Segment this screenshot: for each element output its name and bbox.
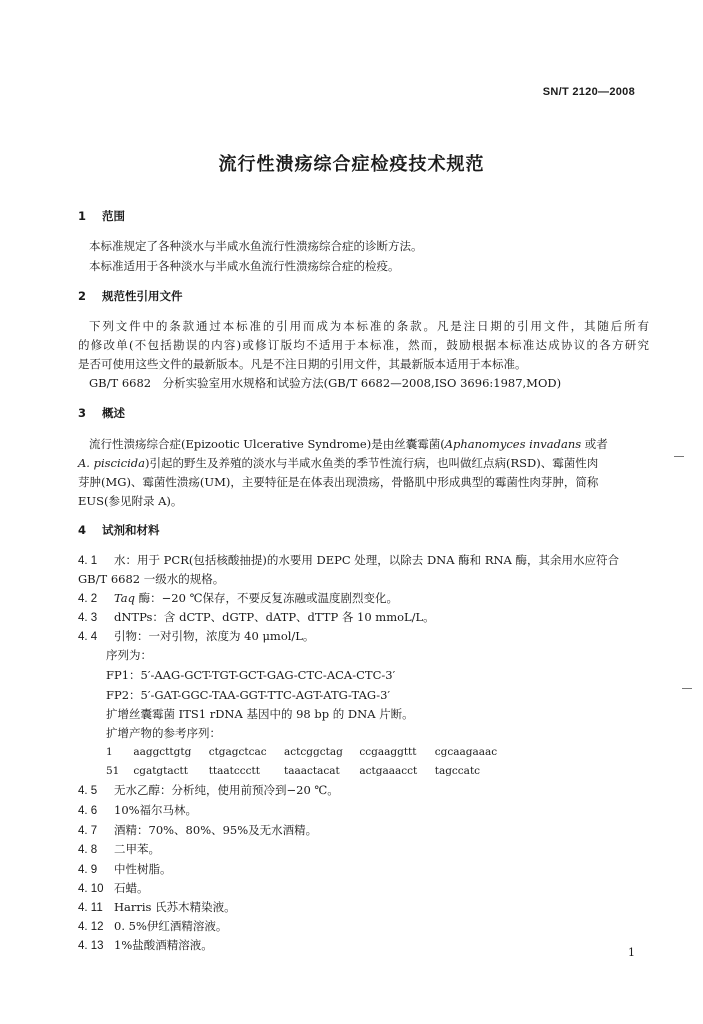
item-number: 4. 6 — [78, 805, 98, 817]
item-text: 酶：−20 ℃保存，不要反复冻融或温度剧烈变化。 — [135, 591, 398, 605]
item-4-5 — [78, 782, 648, 799]
item-number: 4. 4 — [78, 631, 98, 643]
section-1-heading — [78, 208, 648, 224]
item-4-3 — [78, 609, 648, 626]
item-text: 引物：一对引物，浓度为 40 μmol/L。 — [114, 629, 315, 643]
item-4-7 — [78, 822, 648, 839]
item-4-11 — [78, 899, 648, 916]
sequence-block: actgaaacct — [359, 765, 418, 777]
sequence-block: aaggcttgtg — [133, 746, 192, 758]
item-4-1-cont: GB/T 6682 一级水的规格。 — [78, 572, 225, 586]
sequence-block: actcggctag — [284, 746, 343, 758]
species-name: A. piscicida — [78, 456, 146, 470]
item-text: 无水乙醇：分析纯，使用前预冷到−20 ℃。 — [114, 783, 339, 797]
text: 或者 — [581, 437, 608, 451]
paragraph-line: 的修改单(不包括勘误的内容)或修订版均不适用于本标准，然而，鼓励根据本标准达成协议的各方研究 — [78, 338, 649, 352]
paragraph-line — [78, 455, 648, 471]
item-text: Harris 氏苏木精染液。 — [114, 900, 236, 914]
species-name: Aphanomyces invadans — [444, 437, 582, 451]
item-4-2 — [78, 590, 648, 607]
paragraph-line: EUS(参见附录 A)。 — [78, 494, 183, 508]
item-4-13 — [78, 937, 648, 954]
section-number: 4 — [78, 523, 87, 537]
sequence-block: ccgaaggttt — [359, 746, 417, 758]
item-text: 0. 5%伊红酒精溶液。 — [114, 919, 228, 933]
item-4-1 — [78, 552, 648, 569]
sequence-block: taaactacat — [284, 765, 340, 777]
item-4-4 — [78, 628, 648, 645]
standard-code: SN/T 2120—2008 — [542, 86, 635, 98]
amplification-target: 扩增丝囊霉菌 ITS1 rDNA 基因中的 98 bp 的 DNA 片断。 — [106, 707, 414, 721]
primer-fp1: FP1：5′-AAG-GCT-TGT-GCT-GAG-CTC-ACA-CTC-3′ — [106, 668, 396, 682]
item-number: 4. 1 — [78, 555, 98, 567]
item-text: dNTPs：含 dCTP、dGTP、dATP、dTTP 各 10 mmoL/L。 — [114, 610, 435, 624]
item-text: 10%福尔马林。 — [114, 803, 198, 817]
section-number: 3 — [78, 406, 87, 420]
sequence-block: ttaatccctt — [208, 765, 260, 777]
item-text: 酒精：70%、80%、95%及无水酒精。 — [114, 823, 318, 837]
item-number: 4. 2 — [78, 593, 98, 605]
item-number: 4. 12 — [78, 921, 104, 933]
sequence-block: cgatgtactt — [133, 765, 188, 777]
sequence-label: 序列为： — [106, 648, 152, 662]
item-4-12 — [78, 918, 648, 935]
paragraph-line: 下列文件中的条款通过本标准的引用而成为本标准的条款。凡是注日期的引用文件，其随后所有 — [89, 319, 649, 333]
section-2-heading — [78, 288, 648, 304]
item-number: 4. 3 — [78, 612, 98, 624]
sequence-position: 1 — [106, 746, 113, 758]
text: )引起的野生及养殖的淡水与半咸水鱼类的季节性流行病，也叫做红点病(RSD)、霉菌性肉 — [145, 456, 599, 470]
section-number: 1 — [78, 209, 87, 223]
text: 流行性溃疡综合症(Epizootic Ulcerative Syndrome)是由丝囊霉菌( — [89, 437, 445, 451]
paragraph-line: 芽肿(MG)、霉菌性溃疡(UM)，主要特征是在体表出现溃疡，骨骼肌中形成典型的霉菌性肉芽肿，简称 — [78, 475, 599, 489]
section-title: 范围 — [102, 209, 126, 223]
sequence-position: 51 — [106, 765, 120, 777]
section-title: 概述 — [102, 406, 126, 420]
section-title: 规范性引用文件 — [102, 289, 183, 303]
document-title: 流行性溃疡综合症检疫技术规范 — [218, 154, 485, 175]
item-number: 4. 8 — [78, 844, 98, 856]
item-number: 4. 5 — [78, 785, 98, 797]
normative-reference: GB/T 6682 分析实验室用水规格和试验方法(GB/T 6682—2008,ISO 3696:1987,MOD) — [89, 376, 562, 390]
item-4-9 — [78, 861, 648, 878]
sequence-block: ctgagctcac — [208, 746, 267, 758]
section-number: 2 — [78, 289, 87, 303]
item-text: 1%盐酸酒精溶液。 — [114, 938, 213, 952]
item-number: 4. 13 — [78, 940, 104, 952]
item-number: 4. 9 — [78, 864, 98, 876]
paragraph-line: 是否可使用这些文件的最新版本。凡是不注日期的引用文件，其最新版本适用于本标准。 — [78, 357, 527, 371]
item-text: 中性树脂。 — [114, 862, 172, 876]
item-number: 4. 7 — [78, 825, 98, 837]
item-text: 二甲苯。 — [114, 842, 160, 856]
paragraph-line — [89, 436, 659, 452]
item-text: 石蜡。 — [114, 881, 149, 895]
item-number: 4. 11 — [78, 902, 103, 914]
primer-fp2: FP2：5′-GAT-GGC-TAA-GGT-TTC-AGT-ATG-TAG-3′ — [106, 688, 391, 702]
paragraph: 本标准规定了各种淡水与半咸水鱼流行性溃疡综合症的诊断方法。 — [89, 239, 423, 253]
scan-mark — [682, 688, 692, 689]
item-4-8 — [78, 841, 648, 858]
scan-mark — [674, 456, 684, 457]
reference-sequence-label: 扩增产物的参考序列： — [106, 726, 221, 740]
item-4-10 — [78, 880, 648, 897]
section-3-heading — [78, 405, 648, 421]
sequence-row-2 — [106, 763, 676, 779]
sequence-row-1 — [106, 744, 676, 760]
enzyme-name: Taq — [114, 591, 135, 605]
item-text: 水：用于 PCR(包括核酸抽提)的水要用 DEPC 处理，以除去 DNA 酶和 RNA 酶，其余用水应符合 — [114, 553, 620, 567]
section-title: 试剂和材料 — [102, 523, 160, 537]
sequence-block: cgcaagaaac — [434, 746, 498, 758]
paragraph: 本标准适用于各种淡水与半咸水鱼流行性溃疡综合症的检疫。 — [89, 259, 400, 273]
page-number: 1 — [628, 946, 635, 959]
sequence-block: tagccatc — [434, 765, 481, 777]
section-4-heading — [78, 522, 648, 538]
item-number: 4. 10 — [78, 883, 104, 895]
item-4-6 — [78, 802, 648, 819]
